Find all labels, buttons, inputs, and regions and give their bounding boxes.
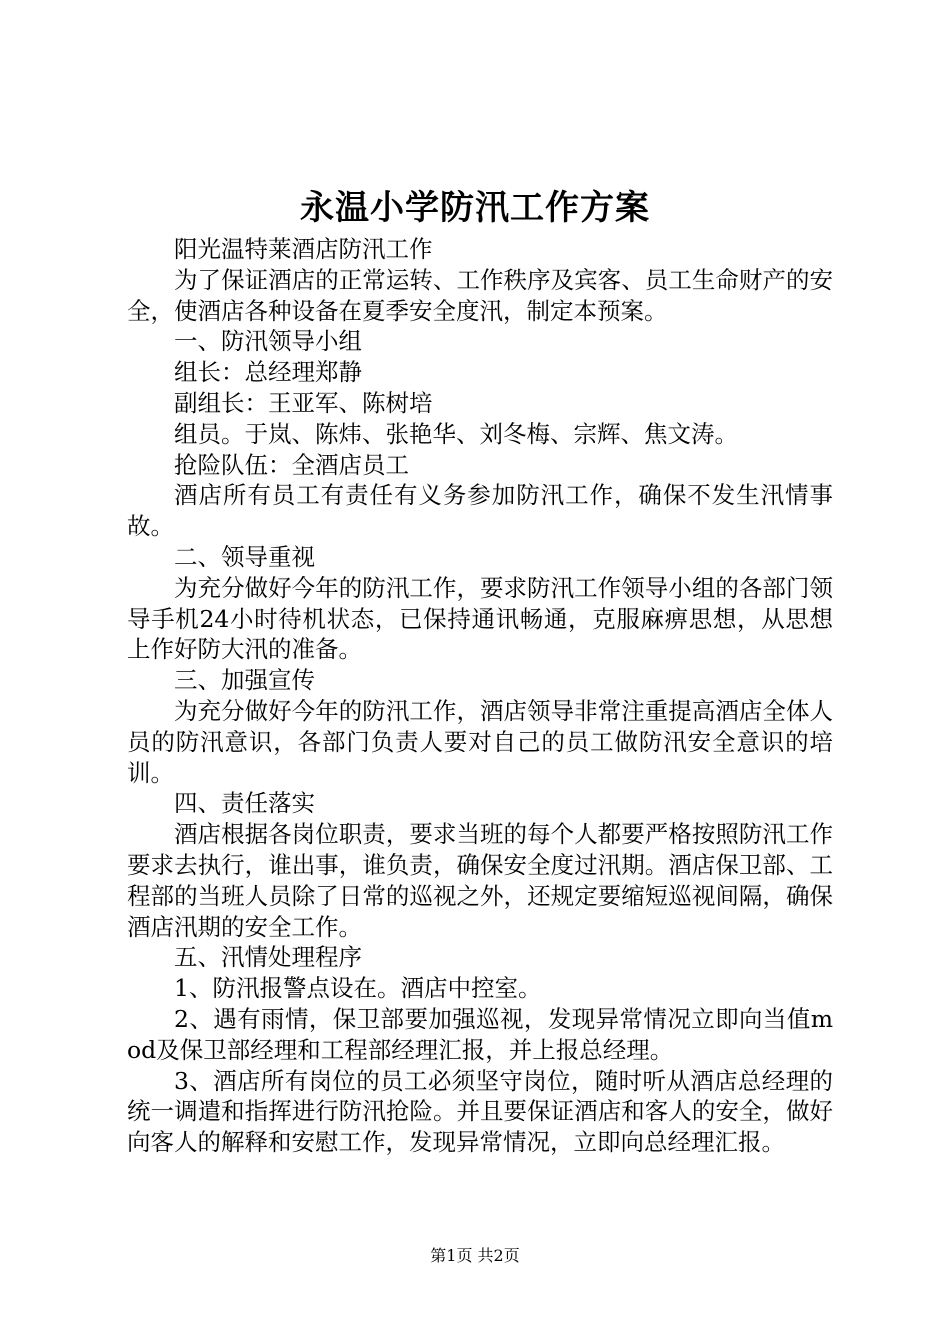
paragraph: 组长：总经理郑静 xyxy=(174,358,362,387)
section-heading: 五、汛情处理程序 xyxy=(174,943,362,972)
paragraph: 为充分做好今年的防汛工作，酒店领导非常注重提高酒店全体人员的防汛意识，各部门负责人要对自己的员工做防汛安全意识的培训。 xyxy=(127,696,833,787)
paragraph: 组员。于岚、陈炜、张艳华、刘冬梅、宗辉、焦文涛。 xyxy=(174,419,738,448)
section-heading: 三、加强宣传 xyxy=(174,666,315,695)
paragraph: 3、酒店所有岗位的员工必须坚守岗位，随时听从酒店总经理的统一调遣和指挥进行防汛抢险。并且要保证酒店和客人的安全，做好向客人的解释和安慰工作，发现异常情况，立即向总经理汇报。 xyxy=(127,1066,833,1157)
paragraph: 1、防汛报警点设在。酒店中控室。 xyxy=(174,974,542,1003)
paragraph: 酒店所有员工有责任有义务参加防汛工作，确保不发生汛情事故。 xyxy=(127,481,833,541)
section-heading: 一、防汛领导小组 xyxy=(174,327,362,356)
paragraph: 酒店根据各岗位职责，要求当班的每个人都要严格按照防汛工作要求去执行，谁出事，谁负责，确保安全度过汛期。酒店保卫部、工程部的当班人员除了日常的巡视之外，还规定要缩短巡视间隔，确保酒店汛期的安全工作。 xyxy=(127,820,833,941)
document-body xyxy=(127,234,833,1158)
section-heading: 二、领导重视 xyxy=(174,542,315,571)
paragraph: 为充分做好今年的防汛工作，要求防汛工作领导小组的各部门领导手机24小时待机状态，已保持通讯畅通，克服麻痹思想，从思想上作好防大汛的准备。 xyxy=(127,573,833,664)
paragraph: 副组长：王亚军、陈树培 xyxy=(174,388,433,417)
paragraph: 抢险队伍：全酒店员工 xyxy=(174,450,409,479)
paragraph: 为了保证酒店的正常运转、工作秩序及宾客、员工生命财产的安全，使酒店各种设备在夏季安全度汛，制定本预案。 xyxy=(127,265,833,325)
paragraph: 阳光温特莱酒店防汛工作 xyxy=(174,235,433,263)
document-title: 永温小学防汛工作方案 xyxy=(300,188,650,228)
paragraph: 2、遇有雨情，保卫部要加强巡视，发现异常情况立即向当值mod及保卫部经理和工程部经理汇报，并上报总经理。 xyxy=(127,1004,833,1064)
section-heading: 四、责任落实 xyxy=(174,789,315,818)
page-number-footer: 第1页 共2页 xyxy=(430,1246,520,1265)
